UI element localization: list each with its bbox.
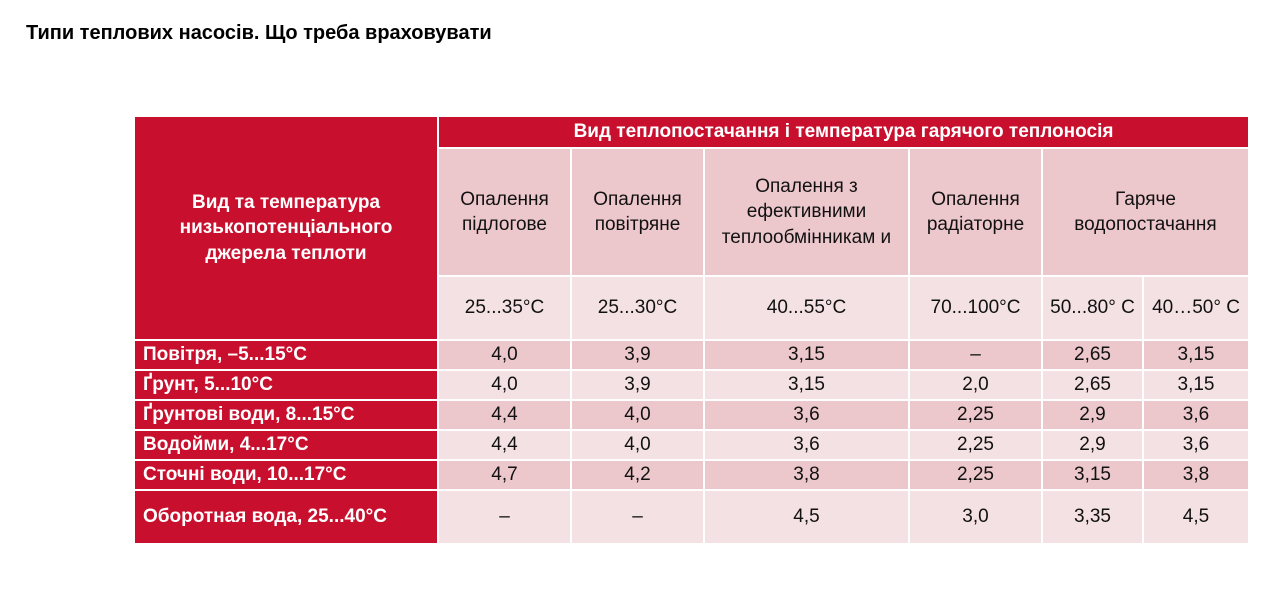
temp-cell: 70...100°C bbox=[909, 276, 1042, 340]
table-cell: 4,0 bbox=[438, 340, 571, 370]
temp-cell: 50...80° С bbox=[1042, 276, 1143, 340]
table-cell: – bbox=[909, 340, 1042, 370]
table-cell: 2,9 bbox=[1042, 400, 1143, 430]
table-cell: 3,9 bbox=[571, 370, 704, 400]
table-cell: 4,7 bbox=[438, 460, 571, 490]
table-cell: 3,15 bbox=[1042, 460, 1143, 490]
table-cell: 3,15 bbox=[704, 340, 909, 370]
temp-cell: 40…50° С bbox=[1143, 276, 1249, 340]
table-cell: 4,4 bbox=[438, 430, 571, 460]
table-cell: 3,0 bbox=[909, 490, 1042, 544]
table-cell: 4,5 bbox=[704, 490, 909, 544]
table-row bbox=[134, 340, 1249, 370]
sub-header-air: Опалення повітряне bbox=[571, 148, 704, 276]
sub-header-exchangers: Опалення з ефективними теплообмінникам и bbox=[704, 148, 909, 276]
row-label: Сточні води, 10...17°C bbox=[134, 460, 438, 490]
table-cell: 3,6 bbox=[704, 400, 909, 430]
temp-cell: 25...35°C bbox=[438, 276, 571, 340]
table-cell: 4,0 bbox=[571, 400, 704, 430]
group-header: Вид теплопостачання і температура гарячого теплоносія bbox=[438, 116, 1249, 148]
table-cell: 3,35 bbox=[1042, 490, 1143, 544]
temp-cell: 40...55°C bbox=[704, 276, 909, 340]
sub-header-floor: Опалення підлогове bbox=[438, 148, 571, 276]
table-row bbox=[134, 460, 1249, 490]
table-cell: 4,2 bbox=[571, 460, 704, 490]
table-cell: – bbox=[438, 490, 571, 544]
group-header-row bbox=[134, 116, 1249, 148]
table-cell: – bbox=[571, 490, 704, 544]
table-cell: 2,25 bbox=[909, 430, 1042, 460]
table-cell: 3,6 bbox=[704, 430, 909, 460]
table-cell: 4,4 bbox=[438, 400, 571, 430]
table-cell: 3,8 bbox=[704, 460, 909, 490]
table-cell: 4,5 bbox=[1143, 490, 1249, 544]
table-row bbox=[134, 370, 1249, 400]
table-cell: 3,15 bbox=[704, 370, 909, 400]
table-cell: 2,65 bbox=[1042, 340, 1143, 370]
table-cell: 2,65 bbox=[1042, 370, 1143, 400]
table-cell: 3,6 bbox=[1143, 400, 1249, 430]
table-row bbox=[134, 430, 1249, 460]
table-cell: 4,0 bbox=[438, 370, 571, 400]
sub-header-hot-water: Гаряче водопостачання bbox=[1042, 148, 1249, 276]
row-label: Ґрунтові води, 8...15°C bbox=[134, 400, 438, 430]
temp-cell: 25...30°C bbox=[571, 276, 704, 340]
table-row bbox=[134, 400, 1249, 430]
row-label: Водойми, 4...17°C bbox=[134, 430, 438, 460]
table-cell: 2,25 bbox=[909, 400, 1042, 430]
table-cell: 3,15 bbox=[1143, 340, 1249, 370]
corner-header: Вид та температура низькопотенціального джерела теплоти bbox=[134, 116, 438, 340]
heat-pump-table bbox=[133, 115, 1250, 545]
sub-header-radiator: Опалення радіаторне bbox=[909, 148, 1042, 276]
row-label: Ґрунт, 5...10°C bbox=[134, 370, 438, 400]
table-cell: 3,6 bbox=[1143, 430, 1249, 460]
table-cell: 2,25 bbox=[909, 460, 1042, 490]
table-cell: 2,9 bbox=[1042, 430, 1143, 460]
page-title: Типи теплових насосів. Що треба враховувати bbox=[26, 22, 492, 44]
row-label: Повітря, –5...15°C bbox=[134, 340, 438, 370]
table-cell: 3,8 bbox=[1143, 460, 1249, 490]
table-cell: 3,9 bbox=[571, 340, 704, 370]
row-label: Оборотная вода, 25...40°C bbox=[134, 490, 438, 544]
table-row bbox=[134, 490, 1249, 544]
table-cell: 3,15 bbox=[1143, 370, 1249, 400]
table-cell: 2,0 bbox=[909, 370, 1042, 400]
table-cell: 4,0 bbox=[571, 430, 704, 460]
